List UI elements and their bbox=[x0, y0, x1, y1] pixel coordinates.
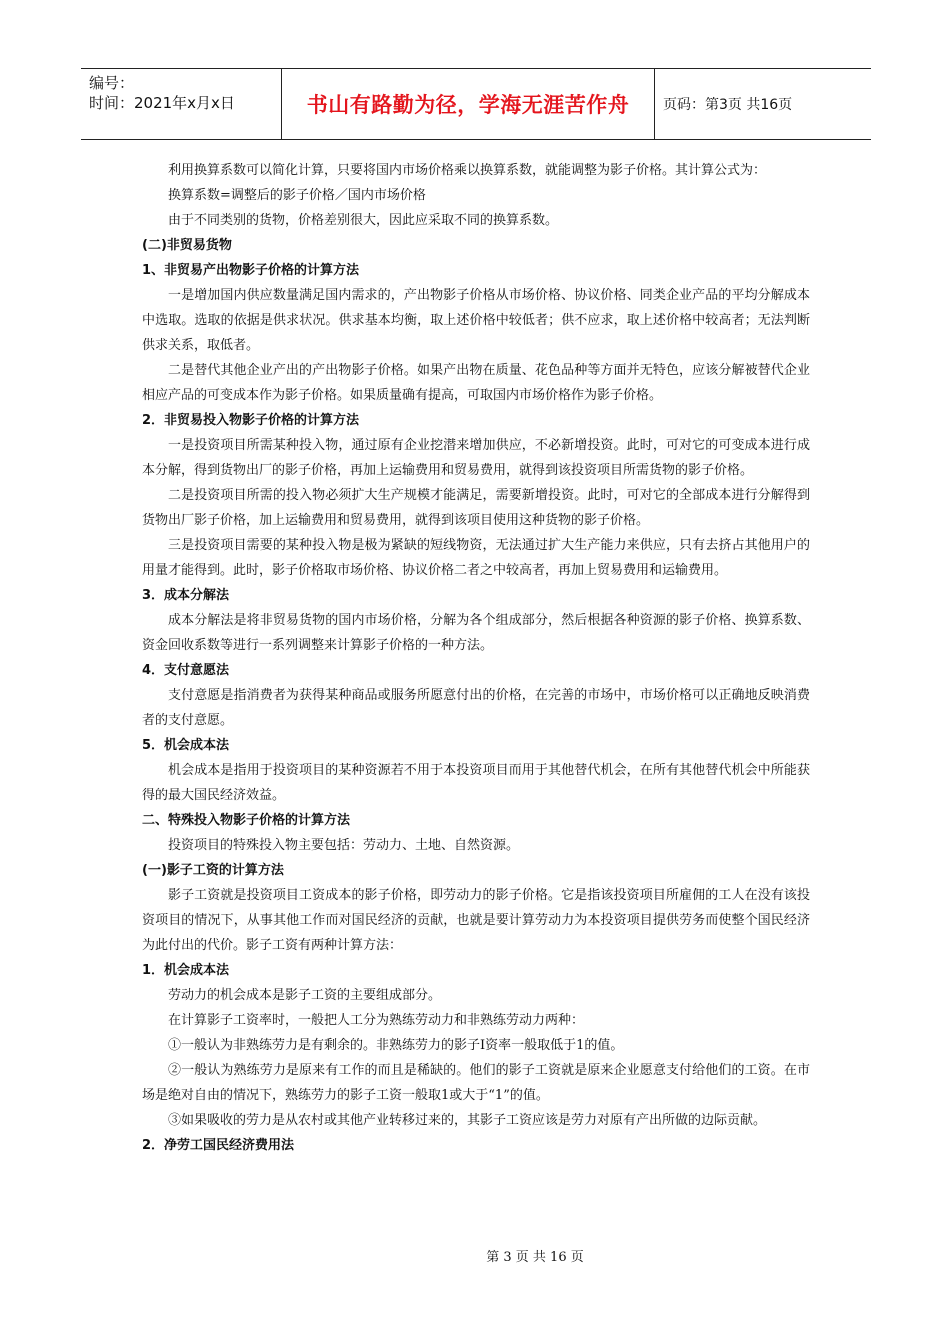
paragraph: 一是投资项目所需某种投入物，通过原有企业挖潜来增加供应，不必新增投资。此时，可对它的可变成本进行成本分解，得到货物出厂的影子价格，再加上运输费用和贸易费用，就得到该投资项目所需货物的影子价格。 bbox=[142, 438, 810, 478]
subsection-heading: 3．成本分解法 bbox=[142, 588, 230, 603]
list-item: ③如果吸收的劳力是从农村或其他产业转移过来的，其影子工资应该是劳力对原有产出所做的边际贡献。 bbox=[168, 1113, 767, 1128]
subsection-heading: 5．机会成本法 bbox=[142, 738, 230, 753]
paragraph: 影子工资就是投资项目工资成本的影子价格，即劳动力的影子价格。它是指该投资项目所雇佣的工人在没有该投资项目的情况下，从事其他工作而对国民经济的贡献，也就是要计算劳动力为本投资项目提供劳务而使整个国民经济为此付出的代价。影子工资有两种计算方法： bbox=[142, 888, 810, 953]
paragraph: 支付意愿是指消费者为获得某种商品或服务所愿意付出的价格，在完善的市场中，市场价格可以正确地反映消费者的支付意愿。 bbox=[142, 688, 810, 728]
section-heading: (一)影子工资的计算方法 bbox=[142, 863, 284, 878]
page-footer: 第 3 页 共 16 页 bbox=[486, 1250, 584, 1265]
section-heading: (二)非贸易货物 bbox=[142, 238, 232, 253]
header-page-label: 页码：第3页 共16页 bbox=[663, 97, 793, 113]
header-motto: 书山有路勤为径，学海无涯苦作舟 bbox=[281, 69, 655, 139]
paragraph: 机会成本是指用于投资项目的某种资源若不用于本投资项目而用于其他替代机会，在所有其他替代机会中所能获得的最大国民经济效益。 bbox=[142, 763, 810, 803]
paragraph: 三是投资项目需要的某种投入物是极为紧缺的短线物资，无法通过扩大生产能力来供应，只有去挤占其他用户的用量才能得到。此时，影子价格取市场价格、协议价格二者之中较高者，再加上贸易费用和运输费用。 bbox=[142, 538, 810, 578]
formula-line: 换算系数=调整后的影子价格／国内市场价格 bbox=[168, 188, 426, 203]
number-label: 编号： bbox=[89, 74, 135, 92]
subsection-heading: 2．净劳工国民经济费用法 bbox=[142, 1138, 295, 1153]
subsection-heading: 1．机会成本法 bbox=[142, 963, 230, 978]
date-label: 时间：2021年x月x日 bbox=[89, 94, 235, 112]
list-item: ②一般认为熟练劳力是原来有工作的而且是稀缺的。他们的影子工资就是原来企业愿意支付给他们的工资。在市场是绝对自由的情况下，熟练劳力的影子工资一般取1或大于“1”的值。 bbox=[142, 1063, 810, 1103]
header-meta bbox=[81, 69, 281, 139]
page-header bbox=[81, 68, 871, 140]
paragraph: 投资项目的特殊投入物主要包括：劳动力、土地、自然资源。 bbox=[168, 838, 520, 853]
paragraph: 利用换算系数可以简化计算，只要将国内市场价格乘以换算系数，就能调整为影子价格。其计算公式为： bbox=[168, 163, 767, 178]
subsection-heading: 1、非贸易产出物影子价格的计算方法 bbox=[142, 263, 360, 278]
paragraph: 由于不同类别的货物，价格差别很大，因此应采取不同的换算系数。 bbox=[168, 213, 559, 228]
subsection-heading: 2．非贸易投入物影子价格的计算方法 bbox=[142, 413, 360, 428]
paragraph: 一是增加国内供应数量满足国内需求的，产出物影子价格从市场价格、协议价格、同类企业产品的平均分解成本中选取。选取的依据是供求状况。供求基本均衡，取上述价格中较低者；供不应求，取上述价格中较高者；无法判断供求关系，取低者。 bbox=[142, 288, 810, 353]
section-heading: 二、特殊投入物影子价格的计算方法 bbox=[142, 813, 351, 828]
paragraph: 劳动力的机会成本是影子工资的主要组成部分。 bbox=[168, 988, 442, 1003]
paragraph: 成本分解法是将非贸易货物的国内市场价格，分解为各个组成部分，然后根据各种资源的影子价格、换算系数、资金回收系数等进行一系列调整来计算影子价格的一种方法。 bbox=[142, 613, 810, 653]
list-item: ①一般认为非熟练劳力是有剩余的。非熟练劳力的影子Ⅰ资率一般取低于1的值。 bbox=[168, 1038, 624, 1053]
paragraph: 二是替代其他企业产出的产出物影子价格。如果产出物在质量、花色品种等方面并无特色，应该分解被替代企业相应产品的可变成本作为影子价格。如果质量确有提高，可取国内市场价格作为影子价格。 bbox=[142, 363, 810, 403]
document-body bbox=[142, 158, 810, 1158]
paragraph: 二是投资项目所需的投入物必须扩大生产规模才能满足，需要新增投资。此时，可对它的全部成本进行分解得到货物出厂影子价格，加上运输费用和贸易费用，就得到该项目使用这种货物的影子价格。 bbox=[142, 488, 810, 528]
subsection-heading: 4．支付意愿法 bbox=[142, 663, 230, 678]
paragraph: 在计算影子工资率时，一般把人工分为熟练劳动力和非熟练劳动力两种： bbox=[168, 1013, 585, 1028]
